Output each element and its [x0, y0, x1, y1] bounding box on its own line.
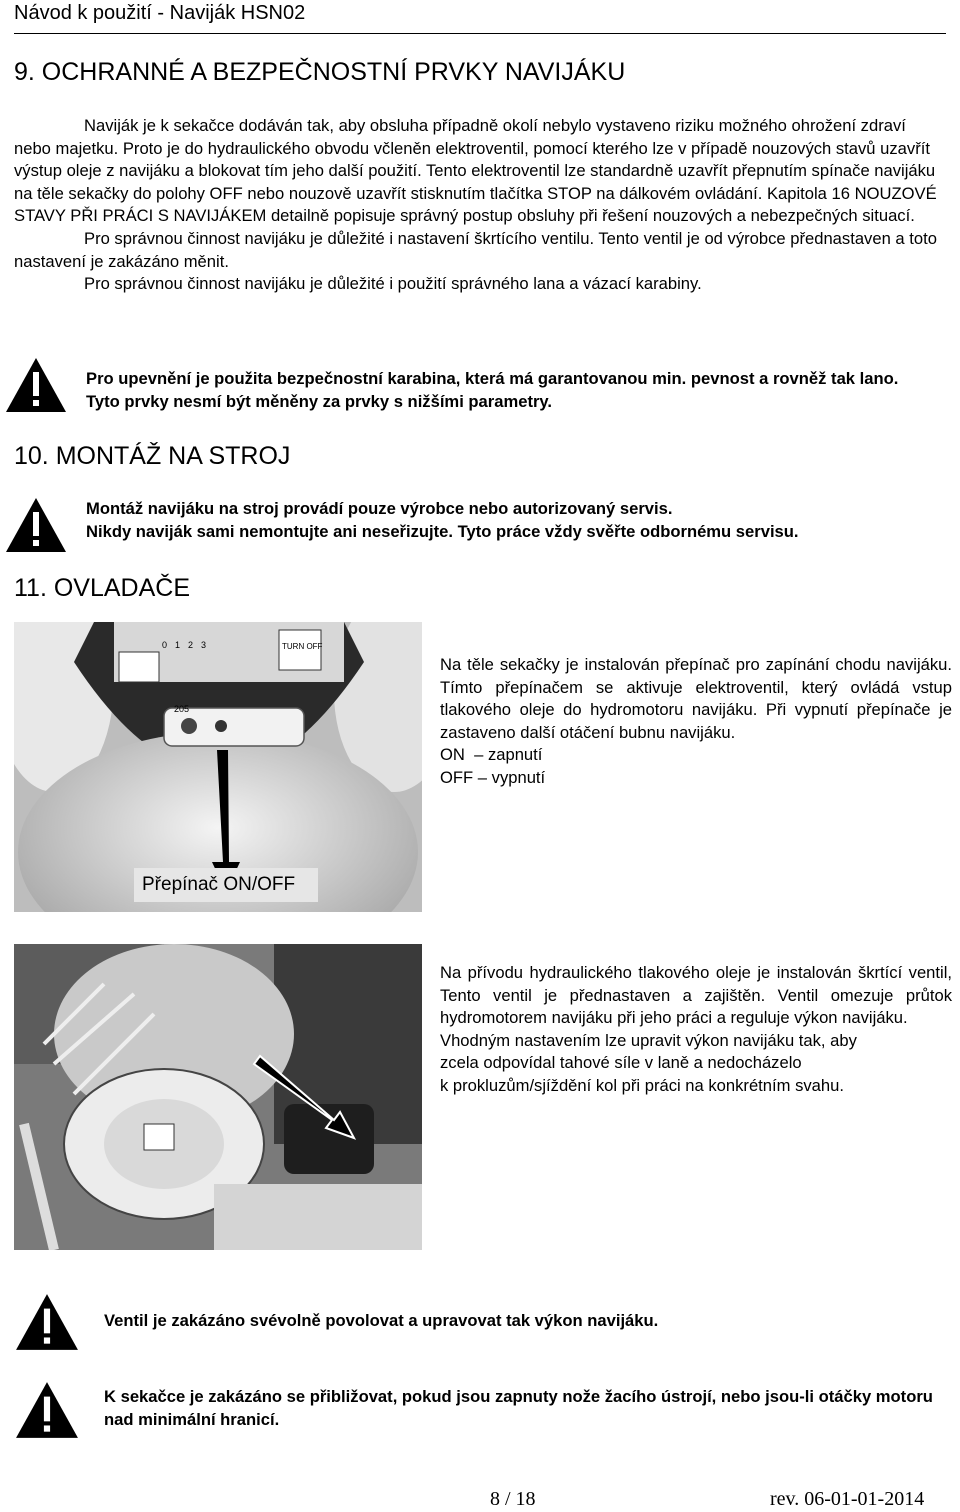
section-9-title: 9. OCHRANNÉ A BEZPEČNOSTNÍ PRVKY NAVIJÁKU: [14, 58, 626, 86]
section-9-paragraph-3: Pro správnou činnost navijáku je důležité i použití správného lana a vázací karabiny.: [84, 274, 702, 294]
symbol-2: 2: [188, 640, 202, 650]
off-line: OFF – vypnutí: [440, 767, 546, 787]
valve-warning: Ventil je zakázáno svévolně povolovat a upravovat tak výkon navijáku.: [104, 1311, 659, 1330]
section-10-warning-line-1: Montáž navijáku na stroj provádí pouze výrobce nebo autorizovaný servis.: [86, 499, 673, 518]
valve-paragraph-2-line-2: zcela odpovídal tahové síle v laně a nedocházelo: [440, 1053, 802, 1073]
section-9-paragraph-2: Pro správnou činnost navijáku je důležité i nastavení škrtícího ventilu. Tento ventil je od výrobce přednastaven a toto nastavení je zakázáno měnit.: [14, 228, 937, 271]
warning-icon: [14, 1380, 80, 1440]
revision-label: rev. 06-01-01-2014: [770, 1488, 925, 1510]
photo-caption: Přepínač ON/OFF: [142, 874, 296, 895]
symbol-strip: [162, 640, 214, 650]
warning-icon: [14, 1292, 80, 1352]
switch-number-label: 205: [174, 704, 190, 714]
section-9-body: [14, 115, 944, 296]
valve-paragraph-1: Na přívodu hydraulického tlakového oleje je instalován škrtící ventil, Tento ventil je přednastaven a zajištěn. Ventil omezuje průtok hydromotorem navijáku při jeho práci a reguluje výkon navijáku.: [440, 963, 952, 1028]
valve-paragraph-2-line-1: Vhodným nastavením lze upravit výkon navijáku tak, aby: [440, 1030, 857, 1050]
symbol-0: 0: [162, 640, 176, 650]
valve-photo: [14, 944, 422, 1250]
section-11-title: 11. OVLADAČE: [14, 574, 191, 602]
warning-icon: [4, 496, 68, 554]
symbol-3: 3: [201, 640, 215, 650]
turn-off-label: TURN OFF: [282, 642, 323, 651]
section-10-warning: [86, 498, 946, 543]
valve-description: [440, 962, 952, 1098]
page-number: 8 / 18: [490, 1488, 536, 1510]
off-label: OFF: [440, 767, 474, 787]
switch-description: [440, 654, 952, 790]
on-text: zapnutí: [487, 745, 543, 765]
symbol-1: 1: [175, 640, 189, 650]
section-9-warning: Pro upevnění je použita bezpečnostní karabina, která má garantovanou min. pevnost a rovněž tak lano. Tyto prvky nesmí být měněny za prvky s nižšími parametry.: [86, 369, 899, 411]
header-divider: [14, 33, 946, 34]
section-9-paragraph-1: Naviják je k sekačce dodáván tak, aby obsluha případně okolí nebylo vystaveno riziku možného ohrožení zdraví nebo majetku. Proto je do hydraulického obvodu včleněn elektroventil, pomocí kterého lze v případě nouzových stavů uzavřít výstup oleje z navijáku a blokovat tím jeho další použití. Tento elektroventil lze standardně uzavřít přepnutím spínače navijáku na těle sekačky do polohy OFF nebo nouzově uzavřít stisknutím tlačítka STOP na dálkovém ovládání. Kapitola 16 NOUZOVÉ STAVY PŘI PRÁCI S NAVIJÁKEM detailně popisuje správný postup obsluhy při řešení nouzových a nebezpečných situací.: [14, 116, 937, 226]
section-10-warning-line-2: Nikdy naviják sami nemontujte ani neseřizujte. Tyto práce vždy svěřte odbornému servisu.: [86, 521, 799, 541]
on-label: ON: [440, 745, 465, 765]
warning-icon: [4, 356, 68, 414]
off-text: vypnutí: [491, 767, 546, 787]
valve-paragraph-2-line-3: k prokluzům/sjíždění kol při práci na konkrétním svahu.: [440, 1075, 844, 1095]
switch-paragraph: Na těle sekačky je instalován přepínač pro zapínání chodu navijáku. Tímto přepínačem se aktivuje elektroventil, který ovládá vstup tlakového oleje do hydromotoru navijáku. Při vypnutí přepínače je zastaveno další otáčení bubnu navijáku.: [440, 655, 952, 742]
document-header: Návod k použití - Naviják HSN02: [14, 2, 306, 24]
section-10-title: 10. MONTÁŽ NA STROJ: [14, 442, 291, 470]
switch-photo: [14, 622, 422, 912]
on-line: ON – zapnutí: [440, 745, 543, 765]
blade-warning: K sekačce je zakázáno se přibližovat, pokud jsou zapnuty nože žacího ústrojí, nebo jsou-li otáčky motoru nad minimální hranicí.: [104, 1387, 933, 1429]
